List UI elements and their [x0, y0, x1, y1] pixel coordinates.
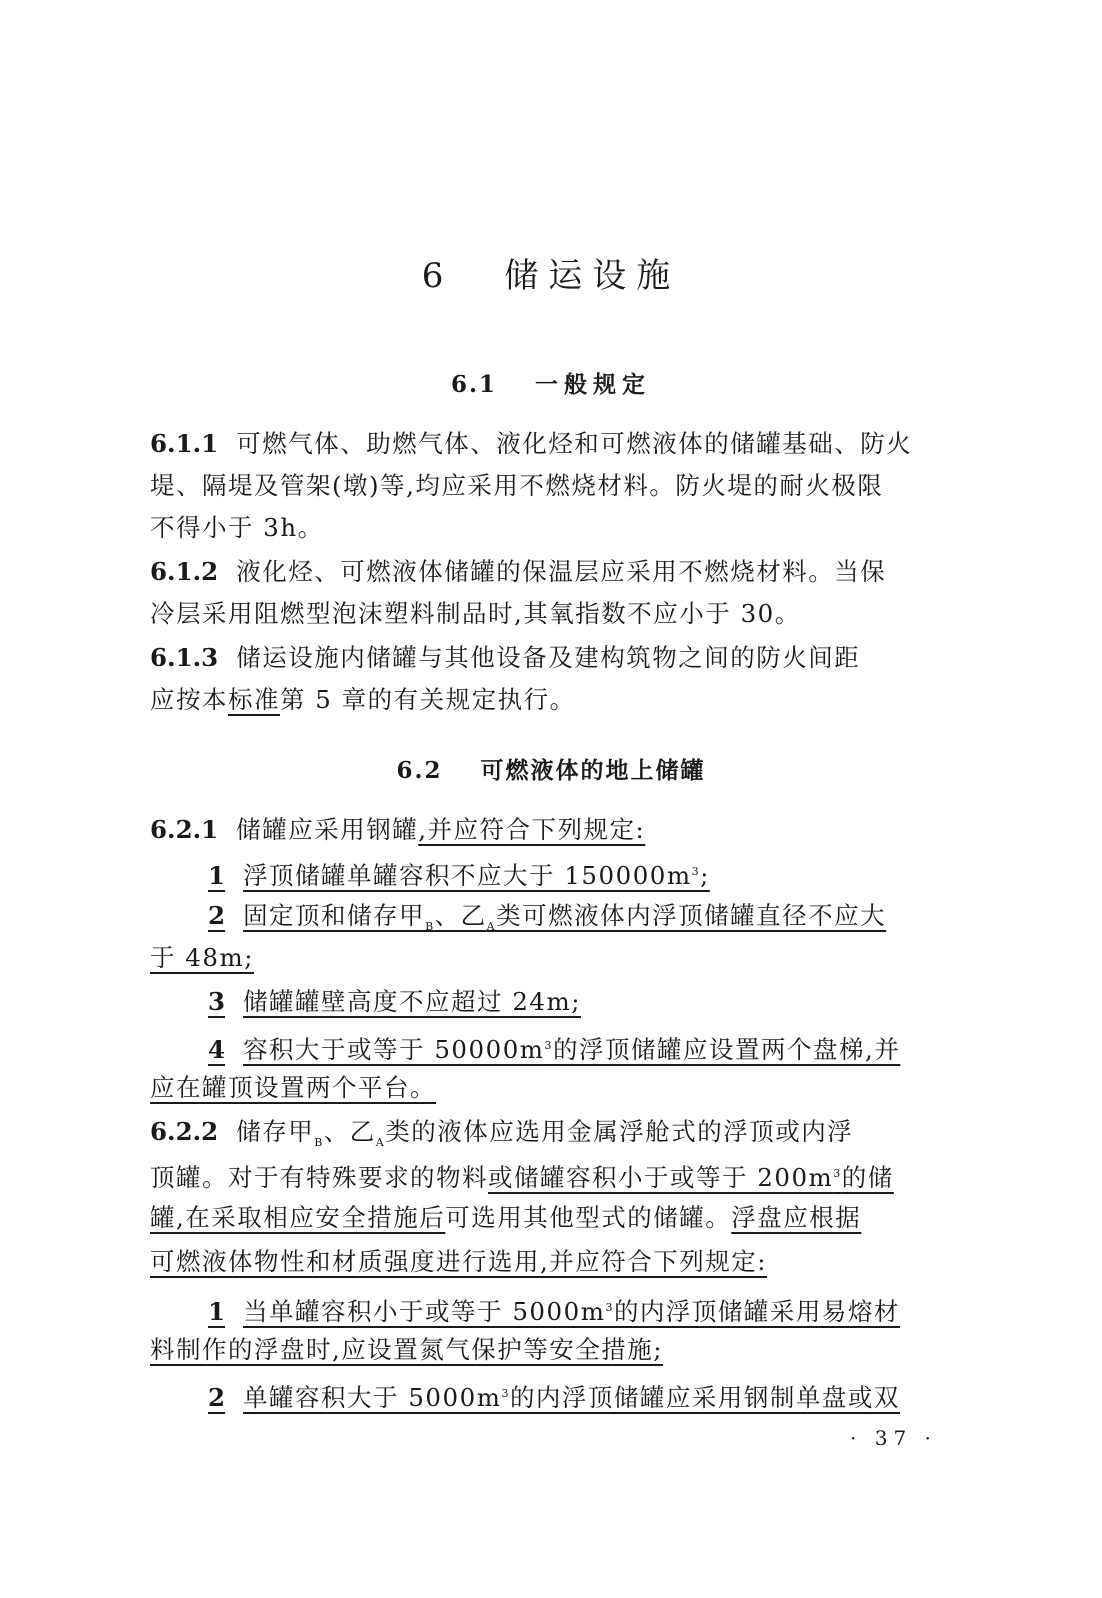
clause-6-1-2-line-2: [150, 594, 950, 634]
clause-text: 储存甲: [236, 1117, 315, 1146]
clause-text: 可燃气体、助燃气体、液化烃和可燃液体的储罐基础、防火: [236, 429, 913, 458]
clause-6-1-3-line-1: [150, 638, 950, 678]
item-text: 单罐容积大于 5000m: [243, 1383, 502, 1413]
item-2-line-2: [150, 938, 950, 978]
item-number: 1: [208, 861, 226, 891]
section-number: 6.2: [396, 757, 443, 784]
clause-6-1-2-line-1: [150, 552, 950, 592]
clause-6-2-2-line-4: [150, 1242, 950, 1282]
section-number: 6.1: [450, 371, 497, 398]
item-text: 的内浮顶储罐应采用钢制单盘或双: [509, 1383, 900, 1413]
subscript: A: [486, 919, 497, 933]
item-2-line-1: [208, 1374, 1008, 1418]
superscript: 3: [691, 865, 701, 878]
section-name: 可燃液体的地上储罐: [480, 758, 706, 784]
clause-text: 、乙: [323, 1117, 376, 1146]
superscript: 3: [605, 1301, 614, 1314]
item-text: 浮顶储罐单罐容积不应大于 150000m: [243, 861, 692, 891]
item-3-line: [208, 982, 1008, 1022]
chapter-title: [0, 248, 1102, 297]
superscript: 3: [544, 1039, 554, 1052]
clause-6-1-1-line-3: [150, 508, 950, 548]
clause-6-1-1-line-2: [150, 466, 950, 506]
clause-text: 应按本: [150, 685, 228, 714]
chapter-number: 6: [421, 256, 454, 296]
subscript: A: [375, 1135, 386, 1149]
item-4-line-1: [208, 1026, 1008, 1070]
underlined-text: 罐,在采取相应安全措施后: [150, 1203, 446, 1232]
clause-text: 冷层采用阻燃型泡沫塑料制品时,其氧指数不应小于 30。: [150, 599, 801, 628]
clause-number: 6.2.1: [150, 815, 219, 844]
item-text: 储罐罐壁高度不应超过 24m;: [243, 987, 582, 1016]
section-name: 一般规定: [535, 372, 652, 398]
item-text: 固定顶和储存甲: [243, 901, 426, 930]
clause-text: 液化烃、可燃液体储罐的保温层应采用不燃烧材料。当保: [236, 557, 887, 586]
clause-number: 6.1.2: [150, 557, 219, 586]
section-6-2-title: [0, 752, 1102, 785]
item-number: 4: [208, 1035, 226, 1065]
underlined-text: ,并应符合下列规定:: [418, 815, 646, 844]
clause-text: 堤、隔堤及管架(墩)等,均应采用不燃烧材料。防火堤的耐火极限: [150, 471, 884, 500]
item-1-line-1: [208, 1288, 1008, 1332]
item-text: 容积大于或等于 50000m: [243, 1035, 545, 1065]
item-number: 2: [208, 1383, 226, 1413]
clause-text: 可选用其他型式的储罐。: [445, 1203, 732, 1232]
underlined-text: 可燃液体物性和材质强度进行选用,并应符合下列规定:: [150, 1247, 768, 1276]
underlined-text: 或储罐容积小于或等于 200m: [488, 1163, 834, 1193]
item-text: 于 48m;: [150, 943, 254, 972]
item-text: 的内浮顶储罐采用易熔材: [613, 1297, 900, 1327]
item-text: 当单罐容积小于或等于 5000m: [243, 1297, 606, 1327]
subscript: B: [314, 1135, 324, 1149]
clause-text: 储运设施内储罐与其他设备及建构筑物之间的防火间距: [236, 643, 861, 672]
clause-text: 储罐应采用钢罐: [236, 815, 419, 844]
superscript: 3: [833, 1167, 842, 1180]
clause-6-2-2-line-2: [150, 1154, 950, 1198]
clause-6-2-1-line-1: [150, 810, 950, 850]
page-number: · 37 ·: [850, 1426, 937, 1450]
superscript: 3: [501, 1387, 510, 1400]
clause-text: 顶罐。对于有特殊要求的物料: [150, 1163, 488, 1193]
item-number: 1: [208, 1297, 226, 1327]
item-number: 2: [208, 901, 226, 930]
clause-text: 不得小于 3h。: [150, 513, 324, 542]
underlined-text: 浮盘应根据: [731, 1203, 862, 1232]
subscript: B: [425, 919, 435, 933]
item-text: 的浮顶储罐应设置两个盘梯,并: [553, 1035, 901, 1065]
item-text: 应在罐顶设置两个平台。: [150, 1073, 436, 1102]
clause-number: 6.1.1: [150, 429, 219, 458]
underlined-text: 的储: [841, 1163, 894, 1193]
item-1-line: [208, 852, 1008, 896]
item-text: 类可燃液体内浮顶储罐直径不应大: [496, 901, 887, 930]
item-text: 料制作的浮盘时,应设置氮气保护等安全措施;: [150, 1335, 664, 1364]
chapter-name: 储运设施: [504, 256, 681, 296]
clause-6-1-3-line-2: [150, 680, 950, 720]
item-text: 、乙: [434, 901, 487, 930]
clause-6-1-1-line-1: [150, 424, 950, 464]
item-number: 3: [208, 987, 226, 1016]
item-4-line-2: [150, 1068, 950, 1108]
underlined-text: 标准: [228, 685, 280, 714]
clause-text: 类的液体应选用金属浮舱式的浮顶或内浮: [385, 1117, 854, 1146]
clause-6-2-2-line-3: [150, 1198, 950, 1238]
clause-text: 第 5 章的有关规定执行。: [280, 685, 576, 714]
punctuation: ;: [700, 861, 710, 891]
clause-number: 6.1.3: [150, 643, 219, 672]
section-6-1-title: [0, 366, 1102, 399]
clause-number: 6.2.2: [150, 1117, 219, 1146]
item-1-line-2: [150, 1330, 950, 1370]
